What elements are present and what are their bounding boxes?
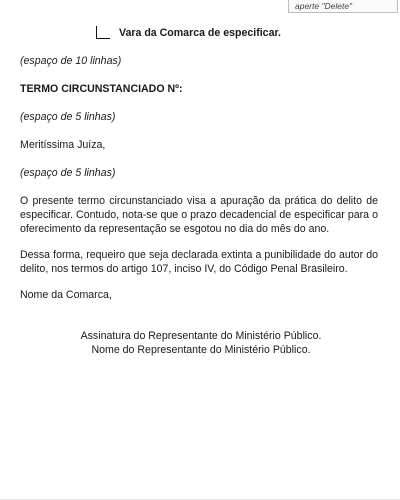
court-heading <box>96 26 326 42</box>
court-heading-text: Vara da Comarca de especificar. <box>119 27 281 39</box>
term-title: TERMO CIRCUNSTANCIADO Nº: <box>20 83 183 95</box>
signature-block <box>66 329 336 357</box>
document-body <box>20 26 378 357</box>
signatory-name-line: Nome do Representante do Ministério Público. <box>91 344 311 356</box>
spacing-note-10-lines: (espaço de 10 linhas) <box>20 55 122 67</box>
spacing-note-5-lines-a: (espaço de 5 linhas) <box>20 111 116 123</box>
closing-place: Nome da Comarca, <box>20 289 112 301</box>
paragraph-requerimento: Dessa forma, requeiro que seja declarada extinta a punibilidade do autor do delito, nos termos do artigo 107, inciso IV, do Código Penal Brasileiro. <box>20 249 378 275</box>
salutation: Meritíssima Juíza, <box>20 139 106 151</box>
spacing-note-5-lines-b: (espaço de 5 linhas) <box>20 167 116 179</box>
delete-hint: aperte "Delete" <box>288 0 398 13</box>
blank-field-line[interactable] <box>96 26 110 39</box>
paragraph-apuracao: O presente termo circunstanciado visa a apuração da prática do delito de especificar. Contudo, nota-se que o prazo decadencial de especificar para o oferecimento da representação se esgotou no dia do mês do ano. <box>20 195 378 235</box>
signature-line: Assinatura do Representante do Ministério Público. <box>80 330 322 342</box>
